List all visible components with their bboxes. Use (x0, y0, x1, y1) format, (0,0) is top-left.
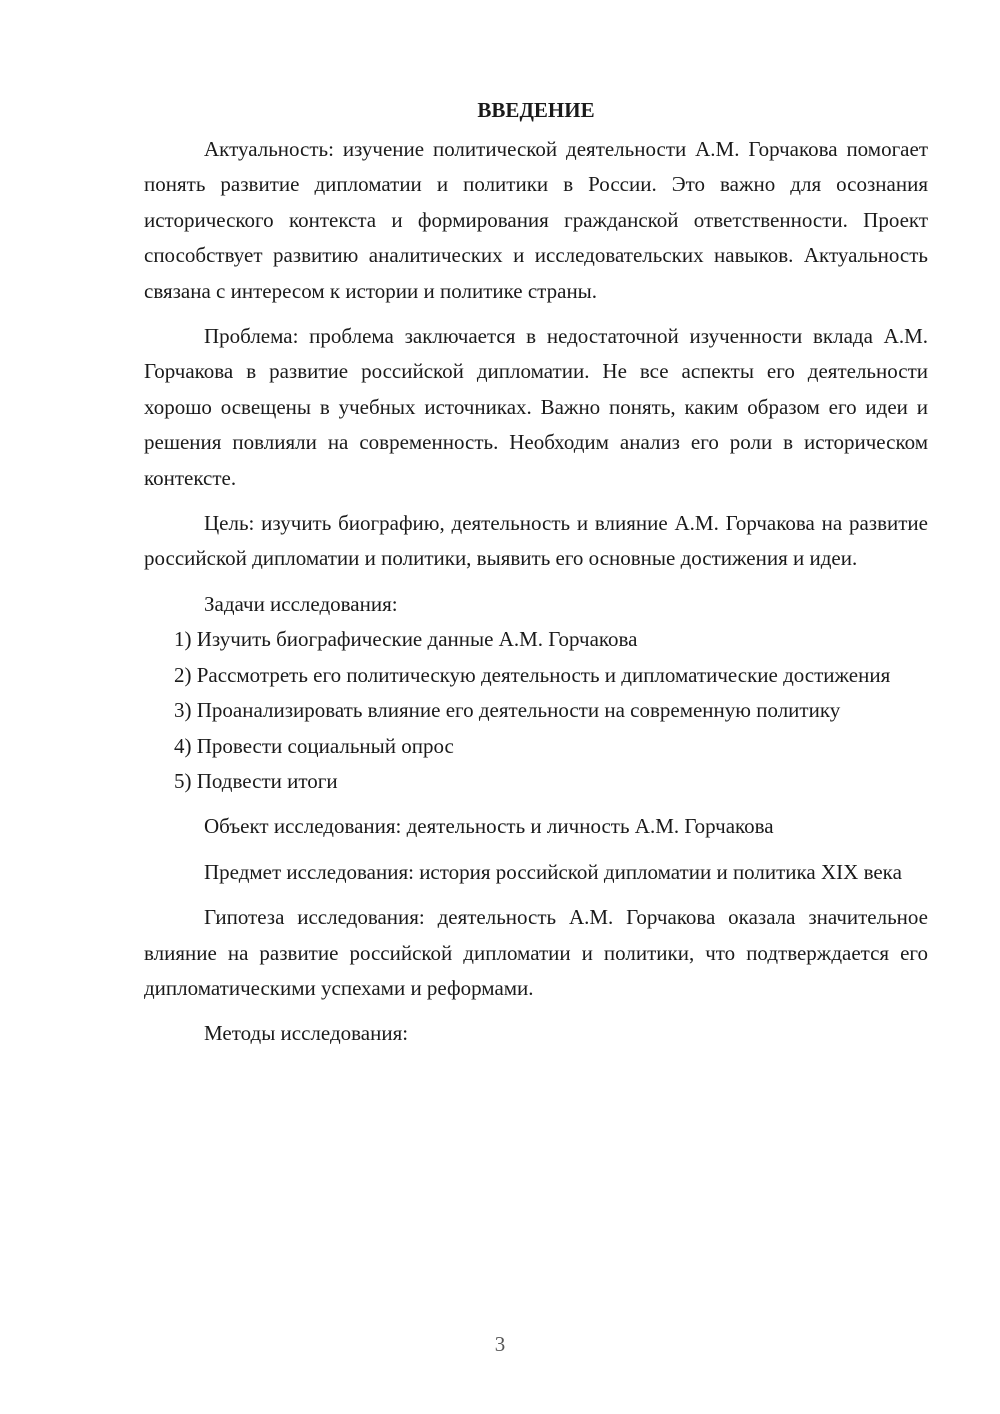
document-title: ВВЕДЕНИЕ (477, 98, 595, 122)
task-item-2: 2) Рассмотреть его политическую деятельность и дипломатические достижения (174, 662, 891, 687)
task-item-1: 1) Изучить биографические данные А.М. Горчакова (174, 627, 638, 652)
tasks-heading: Задачи исследования: (204, 591, 398, 616)
paragraph-object: Объект исследования: деятельность и личность А.М. Горчакова (204, 814, 774, 839)
paragraph-problem: Проблема: проблема заключается в недостаточной изученности вклада А.М. Горчакова в развитие российской дипломатии. Не все аспекты его деятельности хорошо освещены в учебных источниках. Важно понять, каким образом его идеи и решения повлияли на современность. Необходим анализ его роли в историческом контексте. (144, 324, 928, 490)
task-item-5: 5) Подвести итоги (174, 768, 338, 793)
paragraph-methods: Методы исследования: (204, 1021, 409, 1046)
paragraph-relevance: Актуальность: изучение политической деятельности А.М. Горчакова помогает понять развитие дипломатии и политики в России. Это важно для осознания исторического контекста и формирования гражданской ответственности. Проект способствует развитию аналитических и исследовательских навыков. Актуальность связана с интересом к истории и политике страны. (144, 137, 928, 303)
page-number: 3 (494, 1332, 506, 1356)
paragraph-subject: Предмет исследования: история российской дипломатии и политика XIX века (204, 859, 902, 884)
task-item-4: 4) Провести социальный опрос (174, 733, 454, 758)
paragraph-goal: Цель: изучить биографию, деятельность и влияние А.М. Горчакова на развитие российской дипломатии и политики, выявить его основные достижения и идеи. (144, 511, 928, 571)
paragraph-hypothesis: Гипотеза исследования: деятельность А.М. Горчакова оказала значительное влияние на развитие российской дипломатии и политики, что подтверждается его дипломатическими успехами и реформами. (144, 905, 928, 1000)
task-item-3: 3) Проанализировать влияние его деятельности на современную политику (174, 698, 841, 723)
document-page (144, 92, 928, 1052)
